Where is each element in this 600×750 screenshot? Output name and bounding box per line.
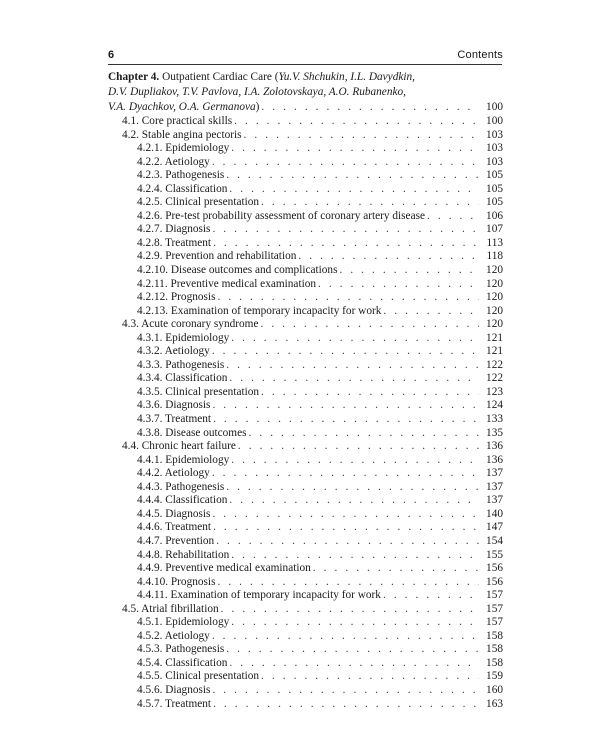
dot-leader xyxy=(213,237,479,251)
toc-entry-label: 4.1. Core practical skills xyxy=(122,115,233,127)
dot-leader xyxy=(212,684,479,698)
toc-entry-label: 4.2.1. Epidemiology xyxy=(137,142,230,155)
toc-entry-label: 4.4.5. Diagnosis xyxy=(137,507,211,520)
toc-entry[interactable] xyxy=(108,535,503,549)
dot-leader xyxy=(318,278,479,292)
dot-leader xyxy=(383,305,479,319)
toc-entry-label: 4.4.2. Aetiology xyxy=(137,467,210,480)
toc-entry-label: 4.2.10. Disease outcomes and complications xyxy=(137,264,338,277)
chapter-heading-line-1 xyxy=(108,70,503,85)
toc-entry[interactable] xyxy=(108,129,503,143)
dot-leader xyxy=(217,291,479,305)
toc-entry[interactable] xyxy=(108,372,503,386)
toc-entry[interactable] xyxy=(108,169,503,183)
toc-entry[interactable] xyxy=(108,427,503,441)
toc-entry-page: 158 xyxy=(486,656,503,669)
chapter-heading-line-3[interactable] xyxy=(108,100,503,115)
toc-entry-label: 4.5. Atrial fibrillation xyxy=(122,602,219,615)
toc-entry-label: 4.2.12. Prognosis xyxy=(137,291,216,304)
toc-entry-page: 156 xyxy=(486,575,503,588)
header-rule xyxy=(108,64,502,65)
toc-entry-page: 100 xyxy=(486,115,503,127)
dot-leader xyxy=(221,603,479,617)
chapter-heading-line-2 xyxy=(108,85,503,100)
toc-entry-label: 4.3.3. Pathogenesis xyxy=(137,358,225,371)
dot-leader xyxy=(427,210,479,224)
toc-entry-label: 4.3.1. Epidemiology xyxy=(137,331,230,344)
toc-entry-label: 4.5.5. Clinical presentation xyxy=(137,670,260,683)
toc-entry-page: 107 xyxy=(486,223,503,236)
toc-entry[interactable] xyxy=(108,223,503,237)
dot-leader xyxy=(212,399,479,413)
toc-entry-page: 120 xyxy=(486,277,503,290)
dot-leader xyxy=(260,318,479,332)
toc-entry-page: 137 xyxy=(486,494,503,507)
toc-entry[interactable] xyxy=(108,183,503,197)
toc-entry-label: 4.3.6. Diagnosis xyxy=(137,399,211,412)
dot-leader xyxy=(339,264,479,278)
toc-entry-page: 154 xyxy=(486,534,503,547)
toc-entry-label: 4.2.4. Classification xyxy=(137,182,228,195)
toc-entry[interactable] xyxy=(108,210,503,224)
toc-entry-label: 4.4.4. Classification xyxy=(137,494,228,507)
toc-entry[interactable] xyxy=(108,508,503,522)
dot-leader xyxy=(231,454,479,468)
toc-entry[interactable] xyxy=(108,684,503,698)
chapter-heading-end xyxy=(108,100,261,115)
toc-entry-page: 118 xyxy=(486,250,503,263)
toc-entry-page: 121 xyxy=(486,345,503,358)
toc-entry[interactable] xyxy=(108,399,503,413)
toc-entry-page: 120 xyxy=(486,304,503,317)
running-title: Contents xyxy=(457,49,503,61)
toc-entry-page: 122 xyxy=(486,372,503,385)
toc-entry-page: 163 xyxy=(486,697,503,710)
dot-leader xyxy=(261,100,479,115)
toc-entry-label: 4.3.4. Classification xyxy=(137,372,228,385)
toc-entry[interactable] xyxy=(108,630,503,644)
toc-entry-page: 106 xyxy=(486,209,503,222)
chapter-authors-3: V.A. Dyachkov, O.A. Germanova xyxy=(108,101,256,113)
dot-leader xyxy=(212,630,479,644)
dot-leader xyxy=(213,413,479,427)
dot-leader xyxy=(213,698,479,712)
toc-entry-label: 4.2.5. Clinical presentation xyxy=(137,196,260,209)
toc-entry-page: 103 xyxy=(486,128,503,141)
toc-entry-label: 4.3.2. Aetiology xyxy=(137,345,210,358)
toc-entry[interactable] xyxy=(108,115,503,129)
toc-entry-label: 4.4.9. Preventive medical examination xyxy=(137,562,311,575)
toc-entry-page: 156 xyxy=(486,562,503,575)
dot-leader xyxy=(229,494,479,508)
toc-entry[interactable] xyxy=(108,318,503,332)
toc-entry[interactable] xyxy=(108,603,503,617)
dot-leader xyxy=(217,576,479,590)
toc-entry-page: 160 xyxy=(486,683,503,696)
toc-entry-label: 4.2.2. Aetiology xyxy=(137,155,210,168)
toc-entry[interactable] xyxy=(108,359,503,373)
toc-entry-label: 4.4.8. Rehabilitation xyxy=(137,548,230,561)
toc-entry[interactable] xyxy=(108,616,503,630)
toc-entries xyxy=(108,115,503,711)
dot-leader xyxy=(234,115,479,129)
chapter-authors-2: D.V. Dupliakov, T.V. Pavlova, I.A. Zolotovskaya, A.O. Rubanenko, xyxy=(108,86,406,98)
dot-leader xyxy=(249,427,480,441)
dot-leader xyxy=(216,535,479,549)
toc-entry-label: 4.4.6. Treatment xyxy=(137,521,212,534)
toc-entry-page: 157 xyxy=(486,589,503,602)
toc-entry[interactable] xyxy=(108,386,503,400)
toc-entry-page: 135 xyxy=(486,426,503,439)
toc-entry-label: 4.5.4. Classification xyxy=(137,656,228,669)
toc-entry-page: 159 xyxy=(486,670,503,683)
toc-entry[interactable] xyxy=(108,196,503,210)
toc-entry[interactable] xyxy=(108,278,503,292)
toc-entry-label: 4.4. Chronic heart failure xyxy=(122,440,236,453)
dot-leader xyxy=(261,670,479,684)
toc-entry-page: 133 xyxy=(486,413,503,426)
toc-entry-page: 103 xyxy=(486,155,503,168)
chapter-closing: ) xyxy=(255,101,260,113)
toc-entry-label: 4.2.7. Diagnosis xyxy=(137,223,211,236)
dot-leader xyxy=(238,440,479,454)
toc-entry[interactable] xyxy=(108,549,503,563)
toc-entry[interactable] xyxy=(108,237,503,251)
toc-entry-page: 122 xyxy=(486,358,503,371)
dot-leader xyxy=(226,481,479,495)
dot-leader xyxy=(229,183,479,197)
dot-leader xyxy=(212,508,479,522)
toc-entry-page: 155 xyxy=(486,548,503,561)
toc-entry[interactable] xyxy=(108,291,503,305)
dot-leader xyxy=(298,250,479,264)
dot-leader xyxy=(229,657,479,671)
toc-entry-label: 4.5.1. Epidemiology xyxy=(137,616,230,629)
toc-entry-label: 4.3. Acute coronary syndrome xyxy=(122,318,259,331)
toc-entry-label: 4.5.2. Aetiology xyxy=(137,629,210,642)
toc-entry[interactable] xyxy=(108,413,503,427)
dot-leader xyxy=(261,386,479,400)
toc-entry-label: 4.2.8. Treatment xyxy=(137,236,212,249)
toc-entry-label: 4.2.6. Pre-test probability assessment of coronary artery disease xyxy=(137,209,425,222)
chapter-authors-1: Yu.V. Shchukin, I.L. Davydkin, xyxy=(278,71,415,83)
toc-entry-page: 158 xyxy=(486,643,503,656)
toc-entry-page: 105 xyxy=(486,169,503,182)
toc-entry-page: 120 xyxy=(486,291,503,304)
toc-entry[interactable] xyxy=(108,481,503,495)
toc-entry-page: 103 xyxy=(486,142,503,155)
toc-entry-page: 140 xyxy=(486,507,503,520)
dot-leader xyxy=(231,332,479,346)
toc-entry-page: 137 xyxy=(486,467,503,480)
toc-entry-label: 4.2.11. Preventive medical examination xyxy=(137,277,317,290)
toc-entry[interactable] xyxy=(108,467,503,481)
toc-entry[interactable] xyxy=(108,494,503,508)
dot-leader xyxy=(212,156,479,170)
page-header xyxy=(108,47,503,65)
toc-entry-page: 105 xyxy=(486,196,503,209)
chapter-page-number: 100 xyxy=(486,101,503,113)
page-number: 6 xyxy=(108,49,115,61)
toc-entry[interactable] xyxy=(108,698,503,712)
toc-entry[interactable] xyxy=(108,589,503,603)
table-of-contents xyxy=(108,70,503,711)
toc-entry[interactable] xyxy=(108,250,503,264)
toc-entry-page: 124 xyxy=(486,399,503,412)
toc-entry-page: 113 xyxy=(486,236,503,249)
dot-leader xyxy=(212,345,479,359)
dot-leader xyxy=(261,196,479,210)
toc-entry-page: 121 xyxy=(486,331,503,344)
toc-entry-label: 4.5.7. Treatment xyxy=(137,697,212,710)
toc-entry-label: 4.2.3. Pathogenesis xyxy=(137,169,225,182)
dot-leader xyxy=(226,169,479,183)
dot-leader xyxy=(226,643,479,657)
dot-leader xyxy=(212,223,479,237)
toc-entry-page: 158 xyxy=(486,629,503,642)
toc-entry-label: 4.5.6. Diagnosis xyxy=(137,683,211,696)
toc-entry-page: 157 xyxy=(486,602,503,615)
toc-entry[interactable] xyxy=(108,440,503,454)
toc-entry[interactable] xyxy=(108,562,503,576)
dot-leader xyxy=(213,521,479,535)
toc-entry[interactable] xyxy=(108,156,503,170)
dot-leader xyxy=(229,372,479,386)
toc-entry[interactable] xyxy=(108,305,503,319)
toc-entry-label: 4.2.9. Prevention and rehabilitation xyxy=(137,250,297,263)
toc-entry-label: 4.2. Stable angina pectoris xyxy=(122,128,242,141)
toc-entry-page: 136 xyxy=(486,453,503,466)
toc-entry-page: 136 xyxy=(486,440,503,453)
toc-entry[interactable] xyxy=(108,454,503,468)
toc-entry[interactable] xyxy=(108,576,503,590)
toc-entry[interactable] xyxy=(108,521,503,535)
chapter-label: Chapter 4. xyxy=(108,71,160,83)
toc-entry-page: 137 xyxy=(486,480,503,493)
toc-entry-page: 147 xyxy=(486,521,503,534)
toc-entry-label: 4.4.7. Prevention xyxy=(137,534,215,547)
toc-entry-label: 4.4.3. Pathogenesis xyxy=(137,480,225,493)
toc-entry-label: 4.4.11. Examination of temporary incapacity for work xyxy=(137,589,381,602)
toc-entry-label: 4.5.3. Pathogenesis xyxy=(137,643,225,656)
toc-entry-label: 4.3.5. Clinical presentation xyxy=(137,385,260,398)
toc-entry-page: 123 xyxy=(486,385,503,398)
toc-entry[interactable] xyxy=(108,670,503,684)
dot-leader xyxy=(244,129,479,143)
toc-entry-label: 4.3.8. Disease outcomes xyxy=(137,426,247,439)
dot-leader xyxy=(383,589,479,603)
chapter-title: Outpatient Cardiac Care ( xyxy=(162,71,279,83)
dot-leader xyxy=(226,359,479,373)
toc-entry[interactable] xyxy=(108,332,503,346)
toc-entry-page: 120 xyxy=(486,264,503,277)
dot-leader xyxy=(212,467,479,481)
toc-entry[interactable] xyxy=(108,264,503,278)
toc-entry[interactable] xyxy=(108,142,503,156)
toc-entry[interactable] xyxy=(108,657,503,671)
toc-entry-page: 105 xyxy=(486,182,503,195)
dot-leader xyxy=(231,142,479,156)
toc-entry-label: 4.4.1. Epidemiology xyxy=(137,453,230,466)
toc-entry-label: 4.2.13. Examination of temporary incapacity for work xyxy=(137,304,382,317)
toc-entry[interactable] xyxy=(108,643,503,657)
dot-leader xyxy=(231,616,479,630)
toc-entry[interactable] xyxy=(108,345,503,359)
toc-entry-label: 4.3.7. Treatment xyxy=(137,413,212,426)
toc-entry-page: 157 xyxy=(486,616,503,629)
dot-leader xyxy=(313,562,479,576)
toc-entry-page: 120 xyxy=(486,318,503,331)
dot-leader xyxy=(231,549,479,563)
toc-entry-label: 4.4.10. Prognosis xyxy=(137,575,216,588)
